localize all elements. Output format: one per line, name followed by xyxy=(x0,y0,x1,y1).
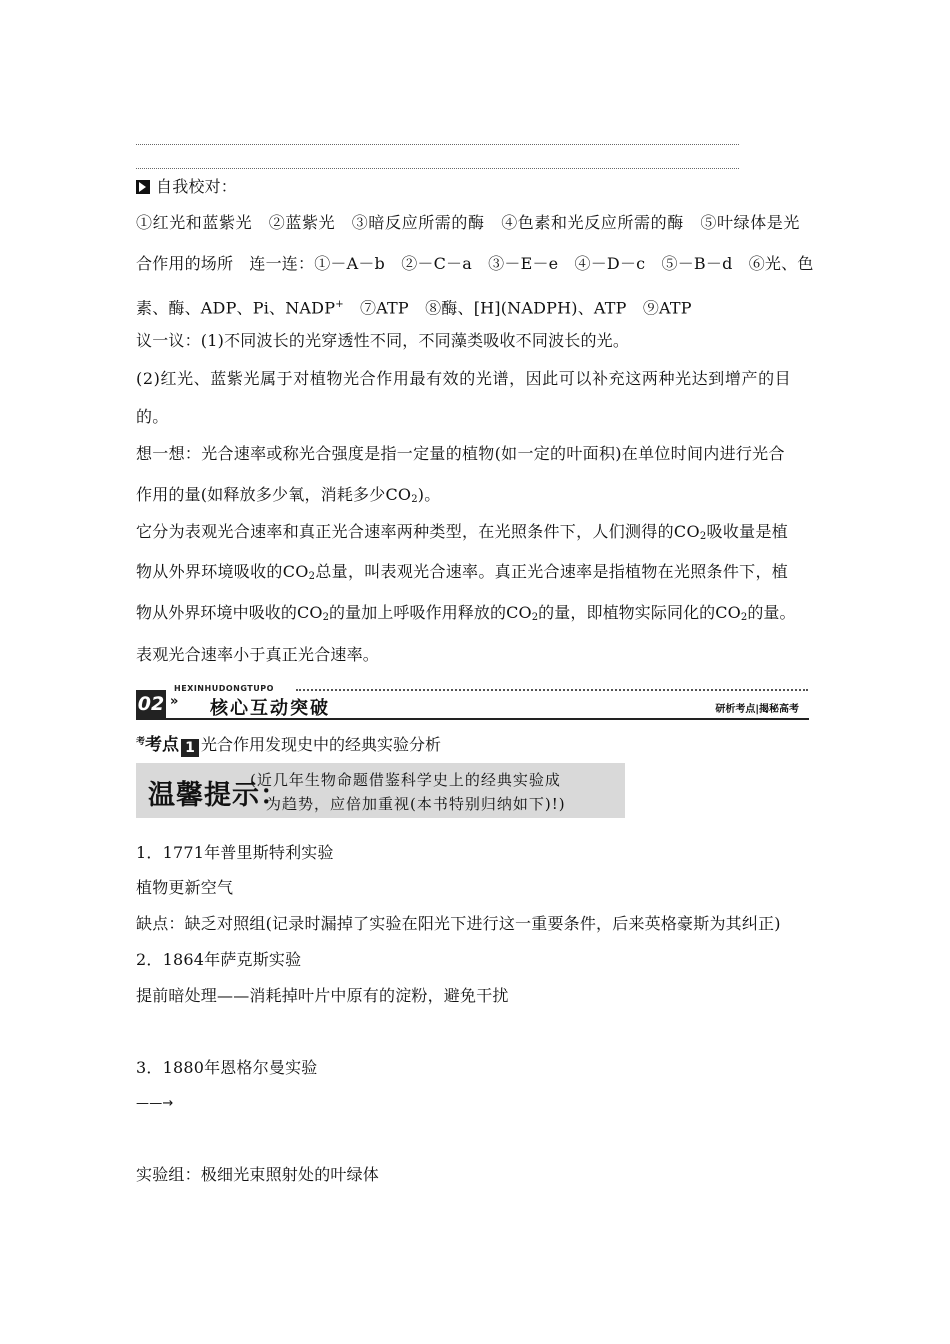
self-check-line: ①红光和蓝紫光 ②蓝紫光 ③暗反应所需的酶 ④色素和光反应所需的酶 ⑤叶绿体是光 xyxy=(136,213,801,232)
topic-number-badge: 1 xyxy=(181,739,199,757)
banner-rule xyxy=(136,718,809,720)
section-subtitle: 研析考点|揭秘高考 xyxy=(715,704,799,715)
experiment-text: 实验组：极细光束照射处的叶绿体 xyxy=(136,1165,380,1184)
section-title: 核心互动突破 xyxy=(210,698,330,719)
tip-title: 温馨提示： xyxy=(148,780,288,811)
section-banner xyxy=(136,684,809,720)
para-line: 它分为表观光合速率和真正光合速率两种类型，在光照条件下，人们测得的$CO_2$吸收量是植 xyxy=(136,522,789,542)
experiment-text: 缺点：缺乏对照组(记录时漏掉了实验在阳光下进行这一重要条件，后来英格豪斯为其纠正) xyxy=(136,914,781,933)
topic-heading: $^考$考点 1 光合作用发现史中的经典实验分析 xyxy=(136,735,442,756)
experiment-heading: 2．1864年萨克斯实验 xyxy=(136,950,302,969)
experiment-heading: 1．1771年普里斯特利实验 xyxy=(136,843,334,862)
self-check-line: 合作用的场所 连一连：①－A－b ②－C－a ③－E－e ④－D－c ⑤－B－d ⑥光、色 xyxy=(136,254,814,273)
experiment-text: 提前暗处理——消耗掉叶片中原有的淀粉，避免干扰 xyxy=(136,986,509,1005)
self-check-heading: 自我校对： xyxy=(136,176,237,198)
arrow-icon: ——→ xyxy=(136,1096,174,1111)
para-line: 物从外界环境吸收的$CO_2$总量，叫表观光合速率。真正光合速率是指植物在光照条件下，植 xyxy=(136,562,789,582)
experiment-heading: 3．1880年恩格尔曼实验 xyxy=(136,1058,318,1077)
chevron-icon: » xyxy=(170,694,179,709)
warm-tip-box xyxy=(136,763,625,818)
think-line: 想一想：光合速率或称光合强度是指一定量的植物(如一定的叶面积)在单位时间内进行光合 xyxy=(136,444,785,463)
answer-blank-line xyxy=(136,144,739,145)
banner-dotted-rule xyxy=(296,689,808,691)
answer-blank-line xyxy=(136,168,739,169)
discuss-line: 议一议：(1)不同波长的光穿透性不同，不同藻类吸收不同波长的光。 xyxy=(136,331,630,350)
section-number: 02 xyxy=(136,690,166,718)
tip-text: (近几年生物命题借鉴科学史上的经典实验成 xyxy=(250,771,561,789)
discuss-line: (2)红光、蓝紫光属于对植物光合作用最有效的光谱，因此可以补充这两种光达到增产的目 xyxy=(136,369,792,388)
play-marker-icon xyxy=(136,180,150,194)
tip-text: 为趋势，应倍加重视(本书特别归纳如下)!) xyxy=(266,795,566,813)
experiment-text: 植物更新空气 xyxy=(136,878,234,897)
self-check-line: 素、酶、ADP、Pi、NADP+ ⑦ATP ⑧酶、[H](NADPH)、ATP ⑨ATP xyxy=(136,298,692,318)
para-line: 表观光合速率小于真正光合速率。 xyxy=(136,645,380,664)
banner-pinyin: HEXINHUDONGTUPO xyxy=(174,684,274,693)
discuss-line: 的。 xyxy=(136,407,169,426)
think-line: 作用的量(如释放多少氧，消耗多少$CO_2$)。 xyxy=(136,485,441,505)
para-line: 物从外界环境中吸收的$CO_2$的量加上呼吸作用释放的$CO_2$的量，即植物实际同化的$CO_2$的量。 xyxy=(136,603,796,623)
